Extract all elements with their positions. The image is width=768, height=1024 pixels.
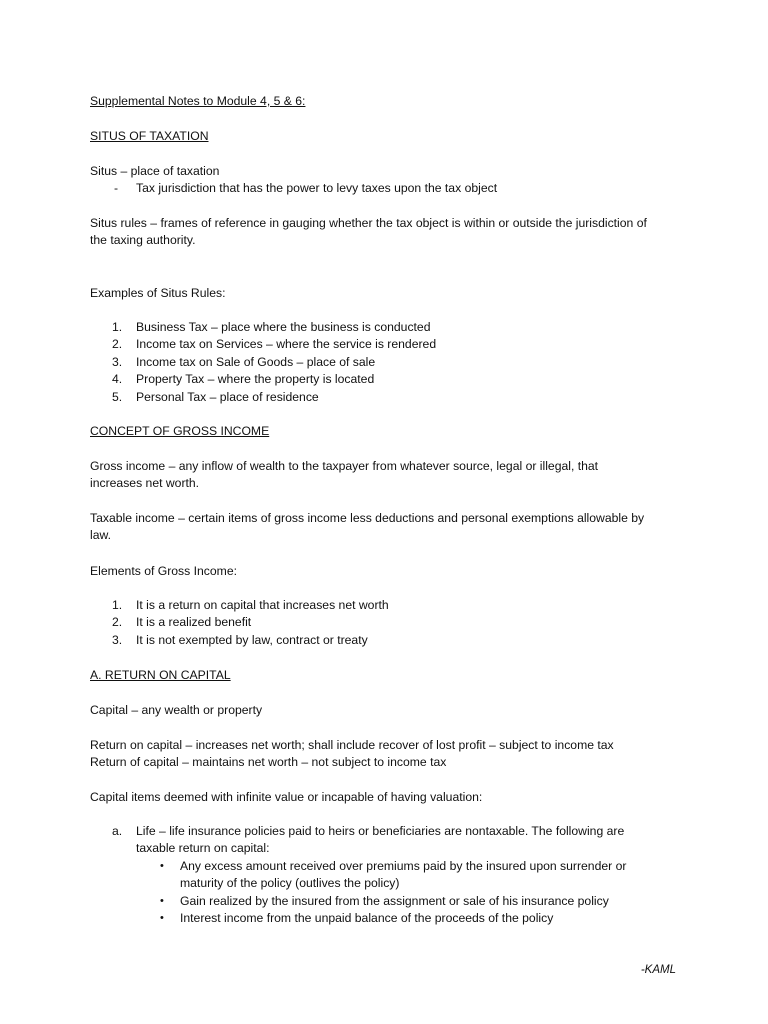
- list-text: Income tax on Sale of Goods – place of sale: [136, 354, 376, 369]
- list-number: 4.: [112, 372, 123, 387]
- examples-list: [90, 319, 678, 406]
- elements-list: [90, 597, 678, 649]
- list-item: [90, 893, 678, 910]
- elements-heading: Elements of Gross Income:: [90, 564, 237, 578]
- situs-rules-line: the taxing authority.: [90, 233, 196, 248]
- capital-definition: Capital – any wealth or property: [90, 703, 263, 717]
- bullet-icon: •: [160, 912, 164, 925]
- list-number: 1.: [112, 598, 123, 612]
- situs-rules-paragraph: [90, 215, 678, 250]
- bullet-line: Interest income from the unpaid balance of the proceeds of the policy: [180, 911, 554, 926]
- gross-income-line: increases net worth.: [90, 476, 200, 491]
- taxable-income-paragraph: [90, 510, 678, 545]
- list-number: 1.: [112, 320, 123, 334]
- gross-income-heading: CONCEPT OF GROSS INCOME: [90, 424, 270, 438]
- list-text: [180, 893, 678, 910]
- bullet-icon: •: [160, 860, 164, 872]
- list-text: Property Tax – where the property is located: [136, 372, 375, 387]
- list-number: 2.: [112, 337, 123, 352]
- capital-items-heading: Capital items deemed with infinite value or incapable of having valuation:: [90, 790, 483, 804]
- examples-heading: Examples of Situs Rules:: [90, 286, 226, 300]
- list-text: Income tax on Services – where the service is rendered: [136, 337, 437, 352]
- header-title: Supplemental Notes to Module 4, 5 & 6:: [90, 94, 306, 108]
- list-item: [90, 858, 678, 893]
- list-number: 3.: [112, 632, 123, 647]
- return-on-capital-line: Return on capital – increases net worth; shall include recover of lost profit – subject to income tax: [90, 738, 614, 752]
- list-item: [90, 354, 678, 371]
- list-text: It is not exempted by law, contract or treaty: [136, 632, 368, 647]
- life-text: [136, 823, 678, 858]
- bullet-icon: •: [160, 894, 164, 907]
- situs-definition: Situs – place of taxation: [90, 164, 220, 178]
- taxable-income-line: law.: [90, 528, 112, 543]
- bullet-line: maturity of the policy (outlives the policy): [180, 876, 400, 891]
- list-text: [180, 858, 678, 893]
- list-letter: a.: [112, 824, 123, 838]
- list-item: [90, 371, 678, 388]
- bullet-line: Gain realized by the insured from the assignment or sale of his insurance policy: [180, 893, 609, 908]
- list-text: Personal Tax – place of residence: [136, 389, 319, 404]
- list-number: 2.: [112, 615, 123, 630]
- return-of-capital-line: Return of capital – maintains net worth – not subject to income tax: [90, 755, 447, 770]
- list-item: [90, 597, 678, 614]
- situs-dash-item: [90, 180, 678, 197]
- list-number: 3.: [112, 354, 123, 369]
- gross-income-paragraph: [90, 458, 678, 493]
- life-item: [90, 823, 678, 858]
- dash-mark: -: [114, 181, 119, 195]
- list-item: [90, 632, 678, 649]
- list-item: [90, 319, 678, 336]
- list-text: Business Tax – place where the business is conducted: [136, 320, 431, 334]
- list-item: [90, 910, 678, 927]
- list-item: [90, 389, 678, 406]
- life-line: Life – life insurance policies paid to heirs or beneficiaries are nontaxable. The following are: [136, 824, 625, 838]
- list-text: It is a realized benefit: [136, 615, 252, 630]
- return-paragraph: [90, 737, 678, 772]
- bullet-line: Any excess amount received over premiums paid by the insured upon surrender or: [180, 859, 627, 873]
- life-line: taxable return on capital:: [136, 841, 270, 856]
- dash-text: Tax jurisdiction that has the power to levy taxes upon the tax object: [136, 181, 498, 195]
- taxable-returns-list: [90, 858, 678, 928]
- list-number: 5.: [112, 389, 123, 404]
- list-item: [90, 614, 678, 631]
- list-text: [180, 910, 678, 927]
- gross-income-line: Gross income – any inflow of wealth to the taxpayer from whatever source, legal or illegal, that: [90, 459, 599, 473]
- list-item: [90, 336, 678, 353]
- return-on-capital-heading: A. RETURN ON CAPITAL: [90, 668, 231, 682]
- situs-heading: SITUS OF TAXATION: [90, 129, 209, 143]
- taxable-income-line: Taxable income – certain items of gross income less deductions and personal exemptions allowable by: [90, 511, 645, 525]
- situs-rules-line: Situs rules – frames of reference in gauging whether the tax object is within or outside the jurisdiction of: [90, 216, 647, 230]
- list-text: It is a return on capital that increases net worth: [136, 598, 389, 612]
- footer-initials: -KAML: [640, 964, 676, 976]
